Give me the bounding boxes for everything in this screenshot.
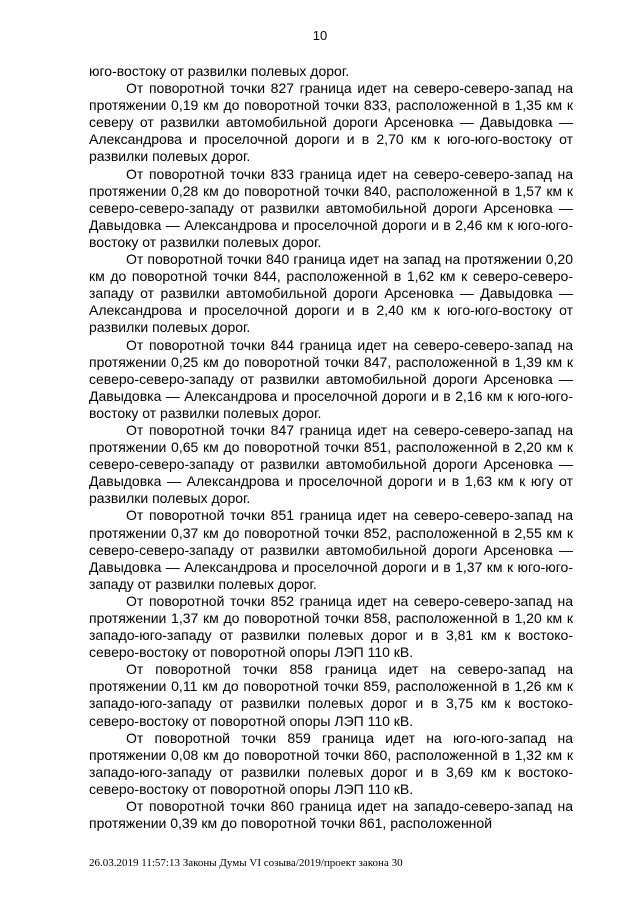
document-footer: 26.03.2019 11:57:13 Законы Думы VI созыва/2019/проект закона 30 [89,857,403,869]
paragraph: От поворотной точки 827 граница идет на северо-северо-запад на протяжении 0,19 км до поворотной точки 833, расположенной в 1,35 км к северу от развилки автомобильной дороги Арсеновка — Давыдовка — Александрова и проселочной дороги и в 2,70 км к юго-юго-востоку от развилки полевых дорог. [89,80,573,165]
paragraph: От поворотной точки 852 граница идет на северо-северо-запад на протяжении 1,37 км до поворотной точки 858, расположенной в 1,20 км к западо-юго-западу от развилки полевых дорог и в 3,81 км к востоко-северо-востоку от поворотной опоры ЛЭП 110 кВ. [89,592,573,661]
paragraph: От поворотной точки 859 граница идет на юго-юго-запад на протяжении 0,08 км до поворотной точки 860, расположенной в 1,32 км к западо-юго-западу от развилки полевых дорог и в 3,69 км к востоко-северо-востоку от поворотной опоры ЛЭП 110 кВ. [89,729,573,797]
paragraph: От поворотной точки 847 граница идет на северо-северо-запад на протяжении 0,65 км до поворотной точки 851, расположенной в 2,20 км к северо-северо-западу от развилки автомобильной дороги Арсеновка — Давыдовка — Александрова и проселочной дороги и в 1,63 км к югу от развилки полевых дорог. [89,421,573,507]
paragraph: От поворотной точки 844 граница идет на северо-северо-запад на протяжении 0,25 км до поворотной точки 847, расположенной в 1,39 км к северо-северо-западу от развилки автомобильной дороги Арсеновка — Давыдовка — Александрова и проселочной дороги и в 2,16 км к юго-юго-востоку от развилки полевых дорог. [89,336,573,421]
document-body [89,63,573,832]
page-number: 10 [312,28,328,43]
paragraph: От поворотной точки 833 граница идет на северо-северо-запад на протяжении 0,28 км до поворотной точки 840, расположенной в 1,57 км к северо-северо-западу от развилки автомобильной дороги Арсеновка — Давыдовка — Александрова и проселочной дороги и в 2,46 км к юго-юго-востоку от развилки полевых дорог. [89,165,573,250]
paragraph: От поворотной точки 840 граница идет на запад на протяжении 0,20 км до поворотной точки 844, расположенной в 1,62 км к северо-северо-западу от развилки автомобильной дороги Арсеновка — Давыдовка — Александрова и проселочной дороги и в 2,40 км к юго-юго-востоку от развилки полевых дорог. [89,251,573,336]
paragraph: От поворотной точки 858 граница идет на северо-запад на протяжении 0,11 км до поворотной точки 859, расположенной в 1,26 км к западо-юго-западу от развилки полевых дорог и в 3,75 км к востоко-северо-востоку от поворотной опоры ЛЭП 110 кВ. [89,661,573,729]
paragraph-continuation: юго-востоку от развилки полевых дорог. [89,63,350,79]
paragraph: От поворотной точки 851 граница идет на северо-северо-запад на протяжении 0,37 км до поворотной точки 852, расположенной в 2,55 км к северо-северо-западу от развилки автомобильной дороги Арсеновка — Давыдовка — Александрова и проселочной дороги и в 1,37 км к юго-юго-западу от развилки полевых дорог. [89,507,573,592]
paragraph: От поворотной точки 860 граница идет на западо-северо-запад на протяжении 0,39 км до поворотной точки 861, расположенной [89,798,573,832]
